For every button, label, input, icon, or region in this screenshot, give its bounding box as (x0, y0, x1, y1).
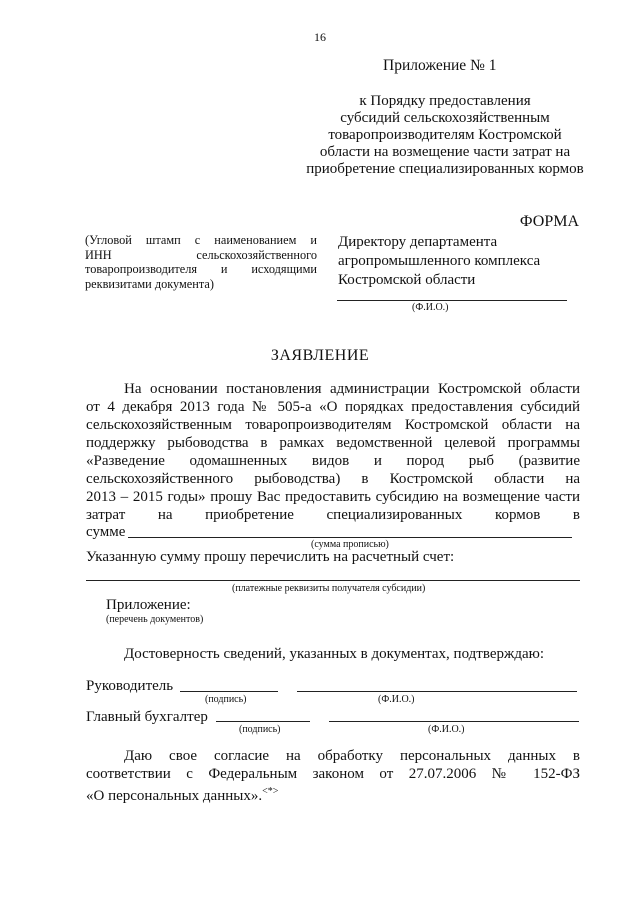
accountant-fio-field[interactable] (329, 721, 579, 722)
stamp-line: реквизитами документа) (85, 276, 214, 291)
body-line: сельскохозяйственным товаропроизводителям Костромской области на (86, 417, 580, 433)
payment-details-field[interactable] (86, 580, 580, 581)
addressee-line: Костромской области (338, 272, 476, 288)
form-label: ФОРМА (519, 213, 579, 230)
appendix-description (300, 93, 590, 178)
payment-details-hint: (платежные реквизиты получателя субсидии) (232, 583, 426, 594)
addressee-fio-field[interactable] (337, 300, 567, 301)
head-signature-field[interactable] (180, 691, 278, 692)
addressee-fio-hint: (Ф.И.О.) (412, 302, 449, 313)
consent-line: «О персональных данных». (86, 788, 263, 804)
head-fio-field[interactable] (297, 691, 577, 692)
stamp-line: (Угловой штамп с наименованием и (85, 233, 317, 247)
consent-line: соответствии с Федеральным законом от 27.07.2006 № 152-ФЗ (86, 766, 580, 782)
sum-in-words-field[interactable] (128, 537, 572, 538)
body-line: На основании постановления администрации Костромской области (124, 381, 580, 397)
chief-accountant-label: Главный бухгалтер (86, 709, 208, 725)
corner-stamp-note (85, 233, 317, 291)
attachment-hint: (перечень документов) (106, 614, 204, 625)
document-heading: ЗАЯВЛЕНИЕ (270, 347, 370, 364)
addressee (338, 233, 540, 290)
footnote-marker: <*> (262, 786, 279, 797)
appendix-line: субсидий сельскохозяйственным (340, 110, 550, 126)
head-fio-hint: (Ф.И.О.) (378, 694, 415, 705)
appendix-line: к Порядку предоставления (359, 93, 531, 109)
application-body (86, 380, 580, 524)
addressee-line: агропромышленного комплекса (338, 253, 541, 269)
page-number: 16 (314, 30, 326, 44)
body-line: от 4 декабря 2013 года № 505-а «О порядках предоставления субсидий (86, 399, 580, 415)
attachment-label: Приложение: (106, 597, 191, 613)
head-signature-hint: (подпись) (205, 694, 247, 705)
accountant-signature-field[interactable] (216, 721, 310, 722)
appendix-line: области на возмещение части затрат на (319, 144, 571, 160)
body-line: 2013 – 2015 годы» прошу Вас предоставить субсидию на возмещение части (86, 489, 580, 505)
stamp-line: ИНН сельскохозяйственного (85, 247, 317, 262)
head-label: Руководитель (86, 678, 174, 694)
body-line: «Разведение одомашненных видов и пород рыб (развитие (86, 453, 580, 469)
appendix-title: Приложение № 1 (383, 57, 497, 74)
body-line: затрат на приобретение специализированных кормов в (86, 507, 580, 523)
consent-last-line (86, 783, 580, 805)
accountant-fio-hint: (Ф.И.О.) (428, 724, 465, 735)
body-line: поддержку рыбоводства в рамках ведомственной целевой программы (86, 435, 580, 451)
consent-statement (86, 747, 580, 805)
appendix-line: приобретение специализированных кормов (306, 161, 584, 177)
consent-line: Даю свое согласие на обработку персональных данных в (124, 748, 580, 764)
body-line: сельскохозяйственного рыбоводства) в Костромской области на (86, 471, 580, 487)
accountant-signature-hint: (подпись) (239, 724, 281, 735)
sum-label: сумме (86, 524, 126, 540)
appendix-line: товаропроизводителям Костромской (328, 127, 562, 143)
confirmation-text: Достоверность сведений, указанных в документах, подтверждаю: (124, 646, 545, 662)
account-instruction: Указанную сумму прошу перечислить на расчетный счет: (86, 549, 455, 565)
addressee-line: Директору департамента (338, 234, 498, 250)
stamp-line: товаропроизводителя и исходящими (85, 262, 317, 276)
sum-hint: (сумма прописью) (311, 539, 389, 550)
